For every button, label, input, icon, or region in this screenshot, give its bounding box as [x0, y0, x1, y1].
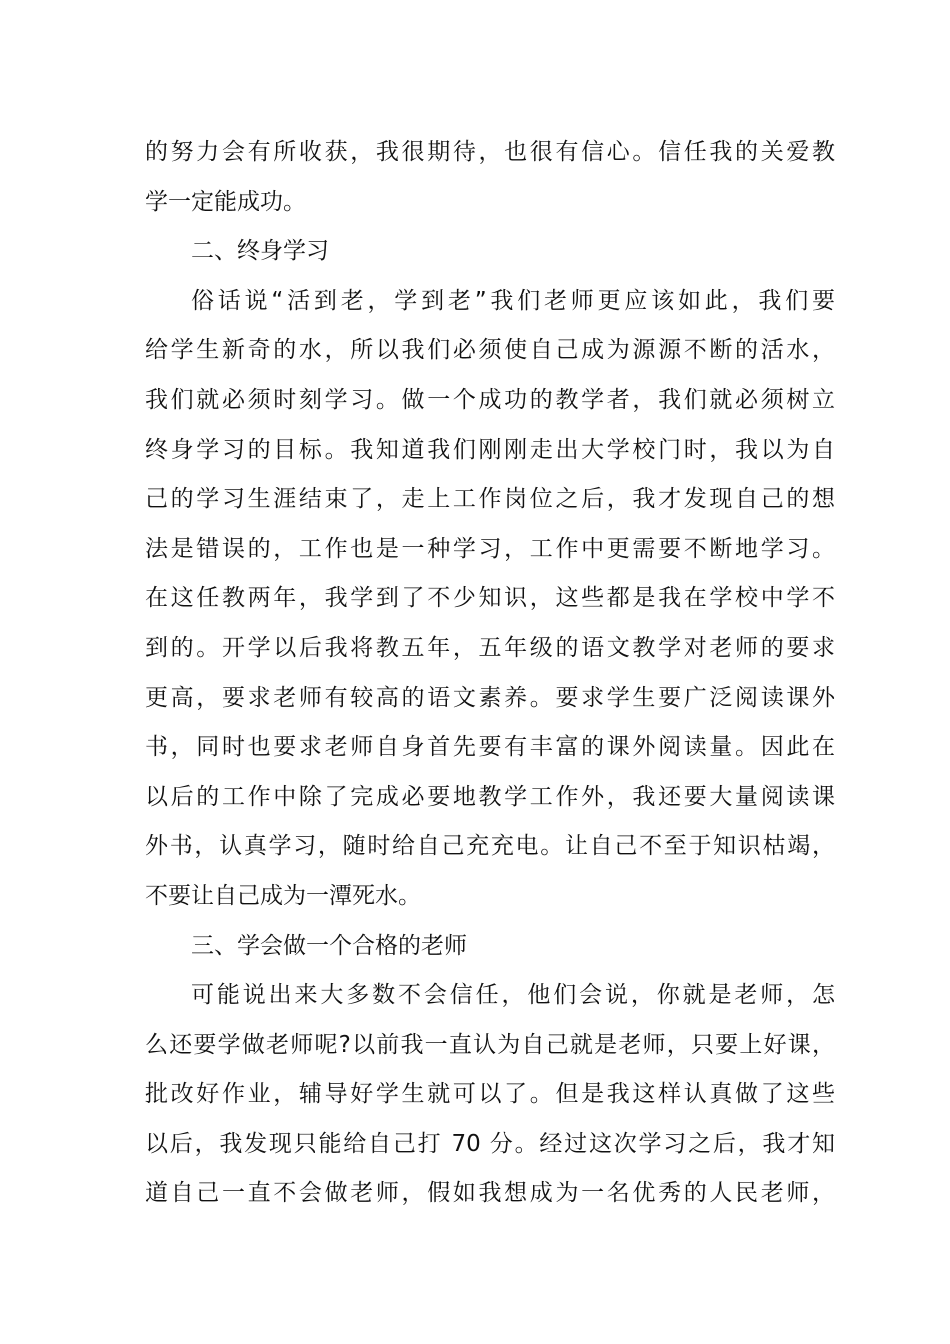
text-line: 书，同时也要求老师自身首先要有丰富的课外阅读量。因此在	[145, 734, 835, 761]
text-line: 以后的工作中除了完成必要地教学工作外，我还要大量阅读课	[145, 783, 835, 810]
text-line: 到的。开学以后我将教五年，五年级的语文教学对老师的要求	[145, 634, 835, 661]
text-line: 三、学会做一个合格的老师	[191, 932, 467, 959]
text-line: 批改好作业，辅导好学生就可以了。但是我这样认真做了这些	[145, 1081, 835, 1108]
text-line: 俗话说“活到老，学到老”我们老师更应该如此，我们要	[191, 287, 835, 314]
text-line: 不要让自己成为一潭死水。	[145, 882, 421, 909]
text-line: 外书，认真学习，随时给自己充充电。让自己不至于知识枯竭，	[145, 833, 835, 860]
text-line: 道自己一直不会做老师，假如我想成为一名优秀的人民老师，	[145, 1180, 835, 1207]
text-line: 我们就必须时刻学习。做一个成功的教学者，我们就必须树立	[145, 386, 835, 413]
text-line: 的努力会有所收获，我很期待，也很有信心。信任我的关爱教	[145, 139, 835, 165]
text-line: 终身学习的目标。我知道我们刚刚走出大学校门时，我以为自	[145, 436, 835, 463]
text-line: 么还要学做老师呢?以前我一直认为自己就是老师，只要上好课，	[145, 1031, 835, 1058]
document-body	[145, 128, 835, 1219]
text-line: 可能说出来大多数不会信任，他们会说，你就是老师，怎	[191, 982, 835, 1009]
text-line: 学一定能成功。	[145, 188, 306, 215]
text-line: 以后，我发现只能给自己打 70 分。经过这次学习之后，我才知	[145, 1130, 835, 1157]
text-line: 己的学习生涯结束了，走上工作岗位之后，我才发现自己的想	[145, 486, 835, 513]
text-line: 更高，要求老师有较高的语文素养。要求学生要广泛阅读课外	[145, 684, 835, 711]
text-line: 二、终身学习	[191, 238, 329, 265]
text-line: 法是错误的，工作也是一种学习，工作中更需要不断地学习。	[145, 535, 835, 562]
text-line: 在这任教两年，我学到了不少知识，这些都是我在学校中学不	[145, 585, 835, 612]
text-line: 给学生新奇的水，所以我们必须使自己成为源源不断的活水，	[145, 337, 835, 364]
